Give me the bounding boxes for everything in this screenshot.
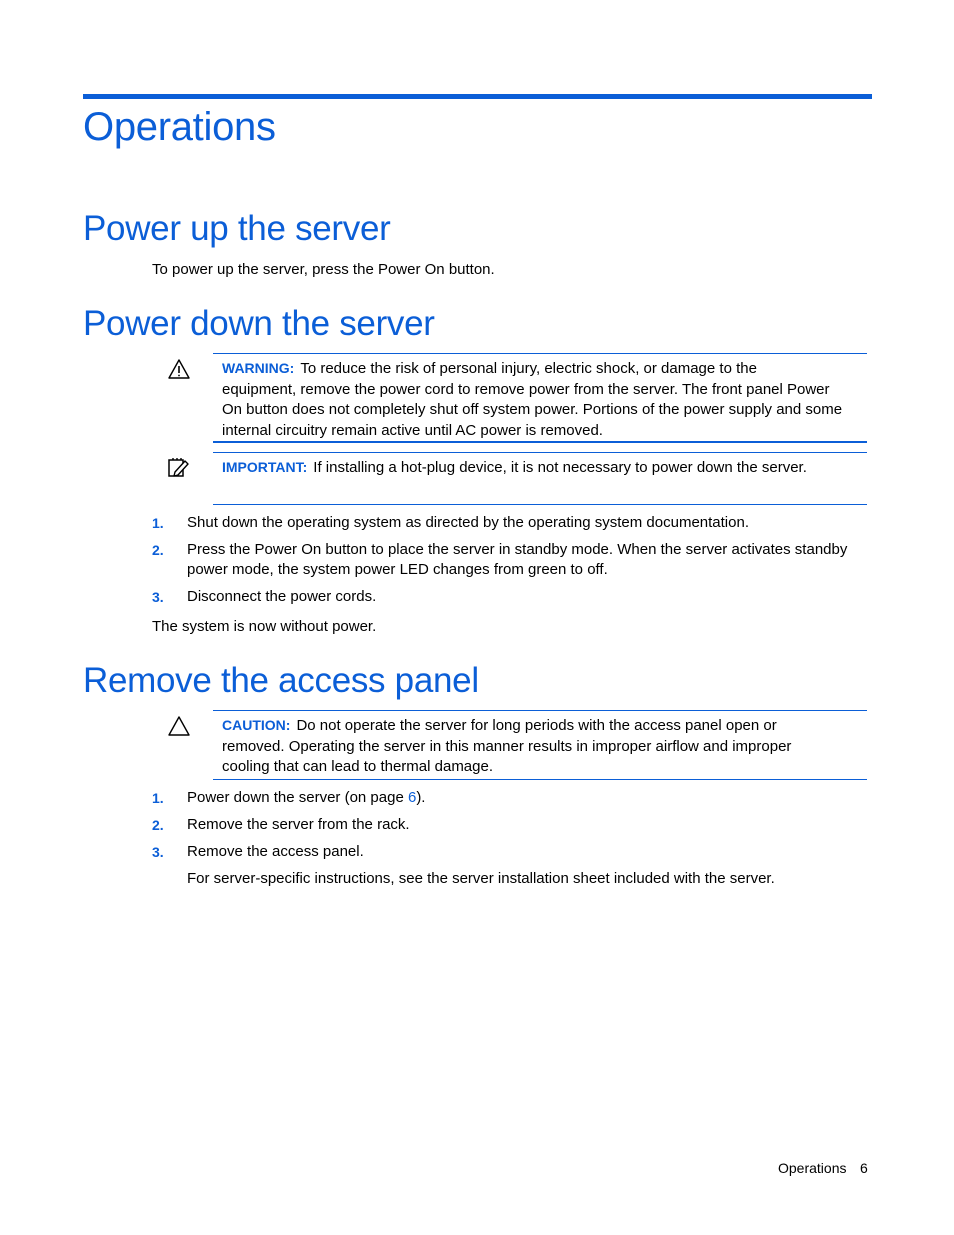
step-text: power mode, the system power LED changes from green to off. [187,561,608,578]
warning-icon [167,358,191,380]
step-text [187,788,425,809]
step-text: Press the Power On button to place the server in standby mode. When the server activates standby [187,541,848,558]
caution-icon [167,715,191,737]
chapter-title: Operations [83,105,276,149]
warning-line: On button does not completely shut off system power. Portions of the power supply and some [222,401,843,418]
footer-page-number: 6 [860,1160,868,1176]
power-down-result: The system is now without power. [152,618,377,635]
step-note: For server-specific instructions, see the server installation sheet included with the server. [187,870,775,887]
caution-note [213,710,867,780]
power-up-text: To power up the server, press the Power On button. [152,261,495,278]
step-number: 1. [152,790,164,806]
step-number: 2. [152,542,164,558]
chapter-rule [83,94,872,99]
caution-line: cooling that can lead to thermal damage. [222,758,494,775]
warning-label: WARNING: [222,360,295,376]
step-number: 3. [152,844,164,860]
caution-line: Do not operate the server for long periods with the access panel open or [296,717,777,734]
step-text-prefix: Power down the server (on page [187,789,408,806]
section-title-power-down: Power down the server [83,304,435,343]
footer-section: Operations [778,1160,847,1176]
step-number: 2. [152,817,164,833]
step-text: Disconnect the power cords. [187,588,377,605]
warning-line: To reduce the risk of personal injury, electric shock, or damage to the [300,360,757,377]
section-title-power-up: Power up the server [83,209,391,248]
important-icon [167,456,191,478]
important-text: If installing a hot-plug device, it is not necessary to power down the server. [313,459,807,476]
step-text: Shut down the operating system as directed by the operating system documentation. [187,514,749,531]
warning-line: internal circuitry remain active until AC power is removed. [222,421,603,439]
warning-line: equipment, remove the power cord to remove power from the server. The front panel Power [222,380,830,398]
section-title-remove-panel: Remove the access panel [83,661,479,700]
step-number: 1. [152,515,164,531]
caution-label: CAUTION: [222,717,291,733]
step-text: Remove the access panel. [187,843,364,860]
page-link[interactable]: 6 [407,789,417,806]
important-label: IMPORTANT: [222,459,308,475]
step-text-suffix: ). [416,789,426,806]
warning-note [213,353,867,443]
step-number: 3. [152,589,164,605]
step-text: Remove the server from the rack. [187,816,410,833]
caution-line: removed. Operating the server in this manner results in improper airflow and improper [222,737,792,755]
important-note [213,452,867,505]
